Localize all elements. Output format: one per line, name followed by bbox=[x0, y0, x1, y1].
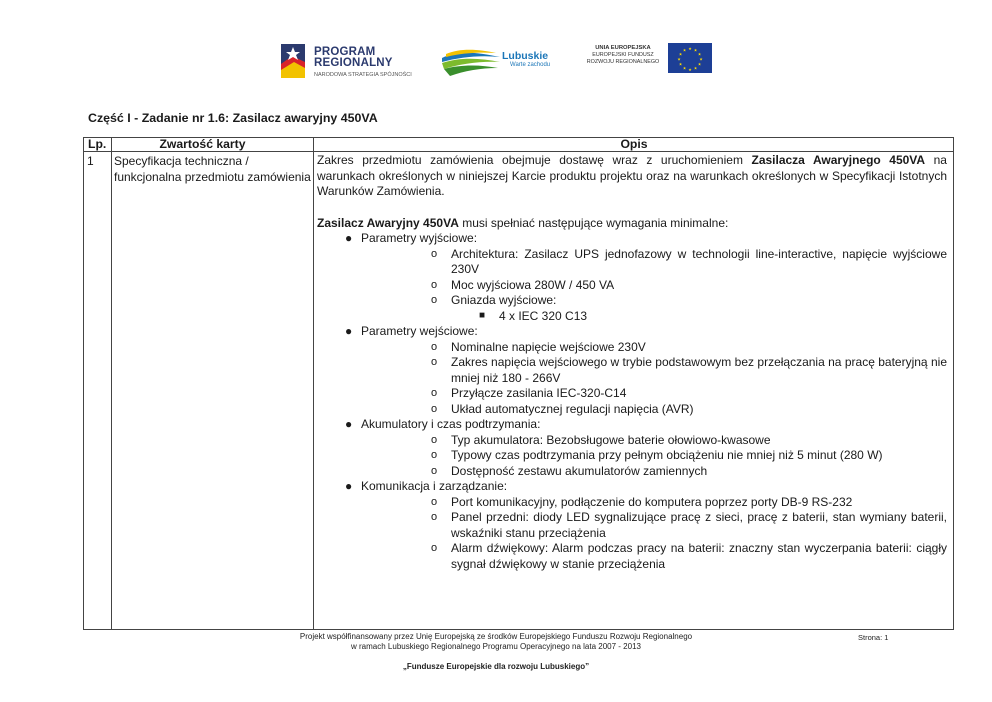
circle-bullet-icon: o bbox=[431, 542, 438, 554]
svg-text:★: ★ bbox=[682, 65, 687, 71]
footer-motto: „Fundusze Europejskie dla rozwoju Lubuskiego” bbox=[402, 662, 590, 671]
bullet-icon: ● bbox=[345, 231, 353, 245]
svg-text:★: ★ bbox=[682, 47, 687, 53]
column-divider bbox=[111, 138, 112, 629]
header-logos bbox=[0, 40, 992, 84]
program-regionalny-emblem-icon bbox=[278, 42, 308, 80]
svg-text:★: ★ bbox=[699, 56, 703, 62]
list-item: o Port komunikacyjny, podłączenie do komputera poprzez porty DB-9 RS-232 bbox=[431, 494, 853, 509]
svg-text:★: ★ bbox=[678, 51, 683, 57]
svg-text:★: ★ bbox=[693, 47, 698, 53]
list-item: o Typowy czas podtrzymania przy pełnym obciążeniu nie mniej niż 5 minut (280 W) bbox=[431, 448, 883, 462]
footer-program-line: w ramach Lubuskiego Regionalnego Programu Operacyjnego na lata 2007 - 2013 bbox=[351, 641, 641, 651]
eu-flag-icon bbox=[668, 43, 712, 73]
circle-bullet-icon: o bbox=[431, 449, 438, 461]
svg-text:★: ★ bbox=[678, 61, 683, 67]
list-item: ● Akumulatory i czas podtrzymania: o Typ akumulatora: Bezobsługowe baterie ołowiowo-kwasowe o Typowy czas podtrzymania przy pełnym obciążeniu nie mniej niż 5 minut (280 W) o Dostępność zestawu akumulatorów zamiennych bbox=[317, 417, 947, 479]
svg-text:★: ★ bbox=[697, 51, 702, 57]
column-divider bbox=[313, 138, 314, 629]
bullet-icon: ● bbox=[345, 324, 353, 338]
circle-bullet-icon: o bbox=[431, 402, 438, 415]
bullet-icon: ● bbox=[345, 417, 353, 431]
list-item: o Układ automatycznej regulacji napięcia (AVR) bbox=[431, 401, 694, 416]
circle-bullet-icon: o bbox=[431, 294, 438, 306]
table-header-row bbox=[84, 138, 953, 152]
eu-logo-text: UNIA EUROPEJSKA EUROPEJSKI FUNDUSZ ROZWOJU REGIONALNEGO bbox=[586, 45, 660, 65]
circle-bullet-icon: o bbox=[431, 511, 438, 523]
list-item: o Architektura: Zasilacz UPS jednofazowy w technologii line-interactive, napięcie wyjściowe 230V bbox=[431, 246, 947, 276]
circle-bullet-icon: o bbox=[431, 433, 438, 446]
circle-bullet-icon: o bbox=[431, 356, 438, 368]
header-opis: Opis bbox=[620, 137, 648, 151]
list-item: o Moc wyjściowa 280W / 450 VA bbox=[431, 277, 615, 292]
lubuskie-title: Lubuskie bbox=[502, 50, 549, 62]
list-item: o Nominalne napięcie wejściowe 230V bbox=[431, 339, 646, 354]
list-item: o Alarm dźwiękowy: Alarm podczas pracy na baterii: znaczny stan wyczerpania baterii: ciągły sygnał dźwiękowy w stanie przeciążenia bbox=[431, 541, 947, 571]
row-description bbox=[317, 153, 947, 572]
list-item: o Zakres napięcia wejściowego w trybie podstawowym bez przełączania na pracę bateryjną nie mniej niż 180 - 266V bbox=[431, 355, 947, 385]
square-bullet-icon: ■ bbox=[479, 309, 486, 321]
circle-bullet-icon: o bbox=[431, 247, 438, 260]
svg-text:★: ★ bbox=[693, 65, 698, 71]
requirements-list bbox=[317, 231, 947, 572]
circle-bullet-icon: o bbox=[431, 278, 438, 291]
bullet-icon: ● bbox=[345, 479, 353, 493]
product-card-table bbox=[83, 137, 954, 630]
page-number: Strona: 1 bbox=[858, 633, 889, 642]
list-item: o Typ akumulatora: Bezobsługowe baterie ołowiowo-kwasowe bbox=[431, 432, 771, 447]
header-zawartosc: Zwartość karty bbox=[159, 137, 246, 151]
list-item: ● Parametry wyjściowe: o Architektura: Zasilacz UPS jednofazowy w technologii line-interactive, napięcie wyjściowe 230V o Moc wyjściowa 280W / 450 VA o Gniazda wyjściowe: ■ 4 x IEC 320 C13 bbox=[345, 231, 947, 323]
svg-text:★: ★ bbox=[697, 61, 702, 67]
row-spec-label: Specyfikacja techniczna / funkcjonalna przedmiotu zamówienia bbox=[114, 154, 311, 184]
lubuskie-slogan: Warte zachodu bbox=[510, 62, 551, 68]
svg-text:★: ★ bbox=[677, 56, 681, 62]
program-regionalny-subtitle: NARODOWA STRATEGIA SPÓJNOŚCI bbox=[314, 72, 412, 78]
circle-bullet-icon: o bbox=[431, 387, 438, 399]
lubuskie-waves-icon bbox=[440, 48, 504, 78]
circle-bullet-icon: o bbox=[431, 495, 438, 508]
list-item: ● Parametry wejściowe: o Nominalne napięcie wejściowe 230V o Zakres napięcia wejściowego w trybie podstawowym bez przełączania na pracę bateryjną nie mniej niż 180 - 266V o Przyłącze zasilania IEC-320-C14 o Układ automatycznej regulacji napięcia (AVR) bbox=[345, 324, 947, 416]
header-lp: Lp. bbox=[88, 137, 107, 151]
list-item: o Dostępność zestawu akumulatorów zamiennych bbox=[431, 463, 708, 478]
list-item: ● Komunikacja i zarządzanie: o Port komunikacyjny, podłączenie do komputera poprzez porty DB-9 RS-232 o Panel przedni: diody LED sygnalizujące pracę z sieci, pracę z baterii, stan wymiany baterii, wskaźniki stanu przeciążenia o Alarm dźwiękowy: Alarm podczas pracy na baterii: znaczny stan wyczerpania baterii: ciągły sygnał dźwiękowy w stanie przeciążenia bbox=[345, 479, 947, 571]
svg-text:★: ★ bbox=[688, 46, 692, 51]
page-title: Część I - Zadanie nr 1.6: Zasilacz awaryjny 450VA bbox=[88, 111, 378, 125]
program-regionalny-title: PROGRAM REGIONALNY bbox=[314, 46, 393, 69]
intro-paragraph: Zakres przedmiotu zamówienia obejmuje dostawę wraz z uruchomieniem Zasilacza Awaryjnego 450VA na warunkach określonych w niniejszej Karcie produktu projektu oraz na warunkach określonych w Specyfikacji Istotnych Warunków Zamówienia. bbox=[317, 153, 947, 198]
lubuskie-logo bbox=[440, 42, 560, 80]
row-number: 1 bbox=[87, 154, 94, 168]
eu-logo bbox=[580, 42, 720, 80]
requirements-intro: Zasilacz Awaryjny 450VA musi spełniać następujące wymagania minimalne: bbox=[317, 215, 729, 230]
list-item: o Panel przedni: diody LED sygnalizujące pracę z sieci, pracę z baterii, stan wymiany baterii, wskaźniki stanu przeciążenia bbox=[431, 510, 947, 540]
list-item: o Przyłącze zasilania IEC-320-C14 bbox=[431, 386, 627, 400]
footer-cofinancing-line: Projekt współfinansowany przez Unię Europejską ze środków Europejskiego Funduszu Rozwoju Regionalnego bbox=[299, 632, 693, 641]
circle-bullet-icon: o bbox=[431, 464, 438, 477]
circle-bullet-icon: o bbox=[431, 340, 438, 353]
svg-text:★: ★ bbox=[688, 67, 692, 72]
list-item: ■ 4 x IEC 320 C13 bbox=[479, 308, 588, 323]
program-regionalny-logo bbox=[278, 42, 438, 82]
list-item: o Gniazda wyjściowe: ■ 4 x IEC 320 C13 bbox=[361, 293, 947, 324]
